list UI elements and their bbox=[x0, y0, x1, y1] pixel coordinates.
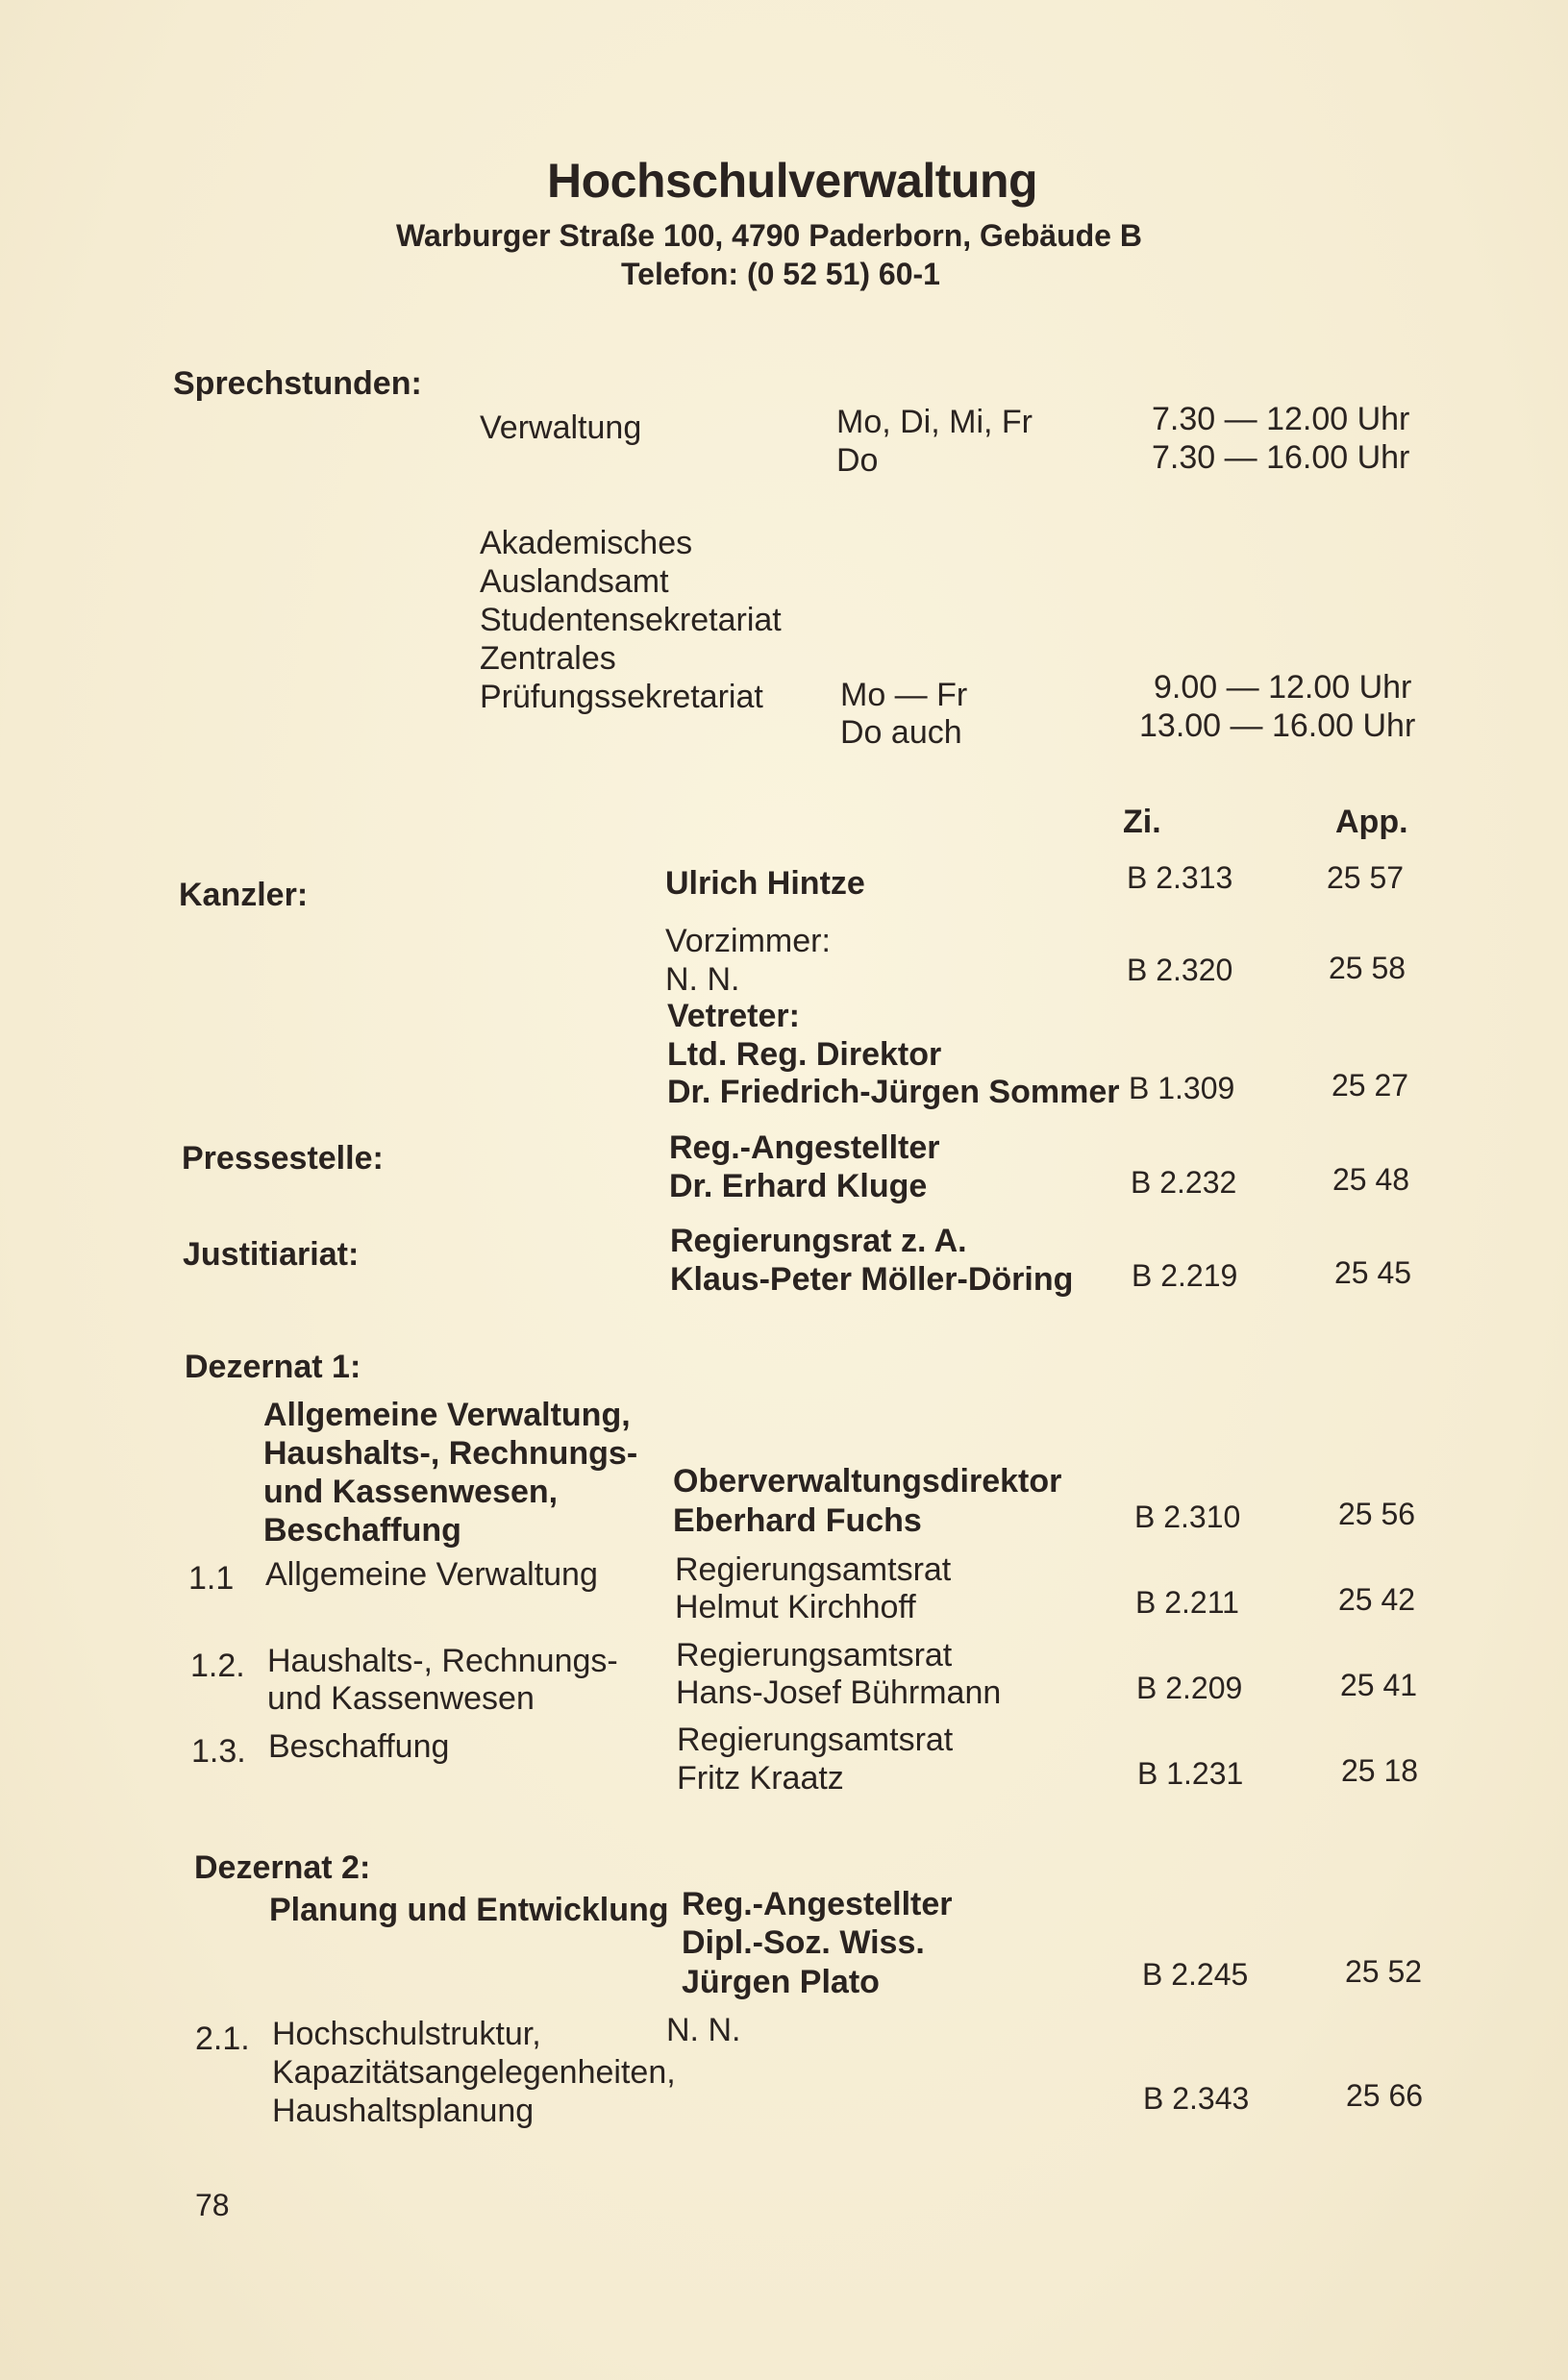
justitiariat-label: Justitiariat: bbox=[183, 1236, 360, 1273]
vertreter-name: Dr. Friedrich-Jürgen Sommer bbox=[667, 1074, 1120, 1110]
sub-1-2-num: 1.2. bbox=[190, 1648, 245, 1684]
verwaltung-days-1: Do bbox=[836, 442, 879, 479]
pressestelle-label: Pressestelle: bbox=[182, 1140, 384, 1177]
sub-1-2-desc-0: Haushalts-, Rechnungs- bbox=[267, 1643, 618, 1679]
office-name-4: Prüfungssekretariat bbox=[480, 679, 763, 715]
dezernat2-head-line-0: Reg.-Angestellter bbox=[682, 1886, 953, 1922]
sub-2-1-name: N. N. bbox=[666, 2012, 741, 2048]
sub-1-2-room: B 2.209 bbox=[1136, 1671, 1243, 1705]
sub-1-1-app: 25 42 bbox=[1338, 1582, 1416, 1617]
phone: Telefon: (0 52 51) 60-1 bbox=[621, 257, 940, 291]
column-header-app: App. bbox=[1335, 804, 1408, 840]
vorzimmer-label: Vorzimmer: bbox=[665, 923, 831, 959]
sub-1-1-desc: Allgemeine Verwaltung bbox=[265, 1556, 598, 1593]
sub-2-1-desc-0: Hochschulstruktur, bbox=[272, 2016, 541, 2052]
verwaltung-times-0: 7.30 — 12.00 Uhr bbox=[1152, 401, 1410, 437]
dezernat1-desc-3: Beschaffung bbox=[263, 1512, 461, 1549]
address: Warburger Straße 100, 4790 Paderborn, Gebäude B bbox=[396, 218, 1142, 253]
sub-1-2-name: Hans-Josef Bührmann bbox=[676, 1674, 1002, 1711]
dezernat1-desc-1: Haushalts-, Rechnungs- bbox=[263, 1435, 638, 1472]
dezernat1-head-title: Oberverwaltungsdirektor bbox=[673, 1463, 1062, 1500]
sprechstunden-label: Sprechstunden: bbox=[173, 365, 422, 402]
pressestelle-app: 25 48 bbox=[1332, 1162, 1410, 1197]
sub-2-1-room: B 2.343 bbox=[1143, 2081, 1250, 2116]
dezernat2-head-app: 25 52 bbox=[1345, 1954, 1423, 1989]
vertreter-app: 25 27 bbox=[1332, 1068, 1409, 1103]
verwaltung-times-1: 7.30 — 16.00 Uhr bbox=[1152, 439, 1410, 476]
kanzler-label: Kanzler: bbox=[179, 877, 309, 913]
office-name-0: Akademisches bbox=[480, 525, 693, 561]
justitiariat-app: 25 45 bbox=[1334, 1255, 1412, 1290]
sub-1-3-title: Regierungsamtsrat bbox=[677, 1722, 954, 1758]
office-days-0: Mo — Fr bbox=[840, 677, 968, 713]
sub-1-2-desc-1: und Kassenwesen bbox=[267, 1680, 535, 1717]
office-name-3: Zentrales bbox=[480, 640, 616, 677]
dezernat2-head-room: B 2.245 bbox=[1142, 1957, 1249, 1992]
sub-1-1-num: 1.1 bbox=[188, 1560, 235, 1597]
verwaltung-days-0: Mo, Di, Mi, Fr bbox=[836, 404, 1033, 440]
kanzler-name: Ulrich Hintze bbox=[665, 865, 865, 902]
kanzler-room: B 2.313 bbox=[1127, 860, 1233, 895]
sub-1-2-title: Regierungsamtsrat bbox=[676, 1637, 953, 1673]
sub-1-3-num: 1.3. bbox=[191, 1733, 246, 1770]
dezernat2-head-line-1: Dipl.-Soz. Wiss. bbox=[682, 1924, 925, 1961]
dezernat1-desc-0: Allgemeine Verwaltung, bbox=[263, 1397, 631, 1433]
vorzimmer-room: B 2.320 bbox=[1127, 953, 1233, 987]
dezernat1-desc-2: und Kassenwesen, bbox=[263, 1474, 559, 1510]
office-name-1: Auslandsamt bbox=[480, 563, 669, 600]
sub-2-1-app: 25 66 bbox=[1346, 2078, 1424, 2113]
sub-1-1-name: Helmut Kirchhoff bbox=[675, 1589, 916, 1625]
vertreter-room: B 1.309 bbox=[1129, 1071, 1235, 1105]
dezernat2-head-line-2: Jürgen Plato bbox=[682, 1964, 880, 2000]
justitiariat-room: B 2.219 bbox=[1132, 1258, 1238, 1293]
verwaltung-name: Verwaltung bbox=[480, 409, 642, 446]
page-number: 78 bbox=[195, 2188, 230, 2222]
dezernat1-head-name: Eberhard Fuchs bbox=[673, 1502, 922, 1539]
dezernat1-head-app: 25 56 bbox=[1338, 1497, 1416, 1531]
sub-2-1-num: 2.1. bbox=[195, 2021, 250, 2057]
sub-1-3-name: Fritz Kraatz bbox=[677, 1760, 844, 1797]
dezernat1-head-room: B 2.310 bbox=[1134, 1500, 1241, 1534]
vertreter-title: Ltd. Reg. Direktor bbox=[667, 1036, 942, 1073]
office-days-1: Do auch bbox=[840, 714, 962, 751]
sub-1-3-desc: Beschaffung bbox=[268, 1728, 450, 1765]
vorzimmer-app: 25 58 bbox=[1329, 951, 1406, 985]
dezernat1-label: Dezernat 1: bbox=[185, 1349, 361, 1385]
sub-1-1-title: Regierungsamtsrat bbox=[675, 1551, 952, 1588]
pressestelle-room: B 2.232 bbox=[1131, 1165, 1237, 1200]
office-times-0: 9.00 — 12.00 Uhr bbox=[1154, 669, 1412, 706]
justitiariat-name: Klaus-Peter Möller-Döring bbox=[670, 1261, 1074, 1298]
sub-2-1-desc-2: Haushaltsplanung bbox=[272, 2093, 535, 2129]
office-name-2: Studentensekretariat bbox=[480, 602, 782, 638]
sub-2-1-desc-1: Kapazitätsangelegenheiten, bbox=[272, 2054, 676, 2091]
sub-1-3-room: B 1.231 bbox=[1137, 1756, 1244, 1791]
column-header-room: Zi. bbox=[1123, 804, 1161, 840]
sub-1-2-app: 25 41 bbox=[1340, 1668, 1418, 1702]
dezernat2-desc: Planung und Entwicklung bbox=[269, 1892, 669, 1928]
dezernat2-label: Dezernat 2: bbox=[194, 1849, 371, 1886]
sub-1-3-app: 25 18 bbox=[1341, 1753, 1419, 1788]
page-title: Hochschulverwaltung bbox=[547, 154, 1038, 208]
pressestelle-name: Dr. Erhard Kluge bbox=[669, 1168, 928, 1204]
justitiariat-title: Regierungsrat z. A. bbox=[670, 1223, 967, 1259]
pressestelle-title: Reg.-Angestellter bbox=[669, 1129, 940, 1166]
office-times-1: 13.00 — 16.00 Uhr bbox=[1139, 707, 1416, 744]
kanzler-app: 25 57 bbox=[1327, 860, 1405, 895]
vorzimmer-name: N. N. bbox=[665, 961, 740, 998]
vertreter-label: Vetreter: bbox=[667, 998, 800, 1034]
sub-1-1-room: B 2.211 bbox=[1135, 1585, 1239, 1620]
